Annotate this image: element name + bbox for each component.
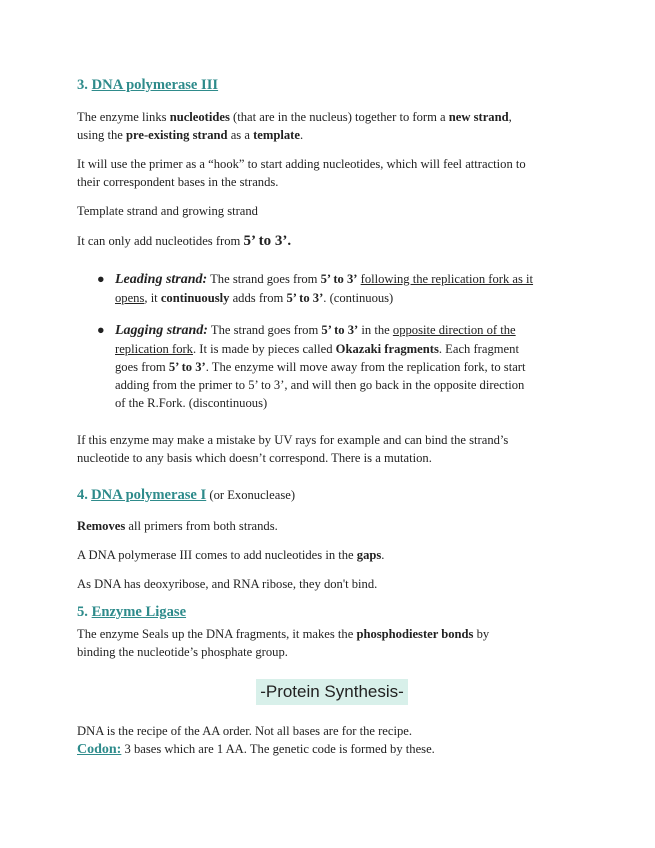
paragraph: Removes all primers from both strands. xyxy=(77,519,278,533)
paragraph: A DNA polymerase III comes to add nucleotides in the gaps. xyxy=(77,548,385,562)
heading-enzyme-ligase xyxy=(77,603,587,621)
heading-number: 5. xyxy=(77,604,88,620)
bullet-icon: ● xyxy=(97,272,105,286)
list-item-leading-strand: ● Leading strand: The strand goes from 5’ to 3’ following the replication fork as it opens, it continuously adds from 5’ to 3’. (continuous) xyxy=(97,272,534,305)
section-banner xyxy=(77,679,587,705)
paragraph: The enzyme Seals up the DNA fragments, it makes the phosphodiester bonds by binding the nucleotide’s phosphate group. xyxy=(77,627,490,659)
heading-link[interactable]: Enzyme Ligase xyxy=(91,604,187,620)
paragraph: It will use the primer as a “hook” to start adding nucleotides, which will feel attraction to their correspondent bases in the strands. xyxy=(77,157,526,189)
paragraph: Template strand and growing strand xyxy=(77,204,258,218)
codon-link[interactable]: Codon: xyxy=(77,742,122,757)
paragraph: DNA is the recipe of the AA order. Not all bases are for the recipe. xyxy=(77,724,413,738)
paragraph: As DNA has deoxyribose, and RNA ribose, they don't bind. xyxy=(77,577,378,591)
paragraph: It can only add nucleotides from 5’ to 3’. xyxy=(77,233,292,249)
heading-dna-polymerase-i: 4. DNA polymerase I (or Exonuclease) xyxy=(77,487,296,503)
paragraph: The enzyme links nucleotides (that are in the nucleus) together to form a new strand, using the pre-existing strand as a template. xyxy=(77,110,512,142)
heading-number: 4. xyxy=(77,487,88,503)
banner-title: -Protein Synthesis- xyxy=(256,679,408,705)
list-item-lagging-strand: ● Lagging strand: The strand goes from 5’ to 3’ in the opposite direction of the replication fork. It is made by pieces called Okazaki fragments. Each fragment goes from 5’ to 3’. The enzyme will move away from the replication fork, to start adding from the primer to 5’ to 3’, and will then go back in the opposite direction of the R.Fork. (discontinuous) xyxy=(97,323,526,410)
paragraph: If this enzyme may make a mistake by UV rays for example and can bind the strand’s nucleotide to any basis which doesn’t correspond. There is a mutation. xyxy=(77,433,509,465)
paragraph-codon: Codon: 3 bases which are 1 AA. The genetic code is formed by these. xyxy=(77,742,435,757)
heading-dna-polymerase-iii xyxy=(77,76,587,94)
heading-number: 3. xyxy=(77,77,88,93)
heading-link[interactable]: DNA polymerase III xyxy=(91,77,219,93)
heading-link[interactable]: DNA polymerase I xyxy=(91,487,207,503)
bullet-icon: ● xyxy=(97,323,105,337)
bullet-list xyxy=(97,270,587,412)
